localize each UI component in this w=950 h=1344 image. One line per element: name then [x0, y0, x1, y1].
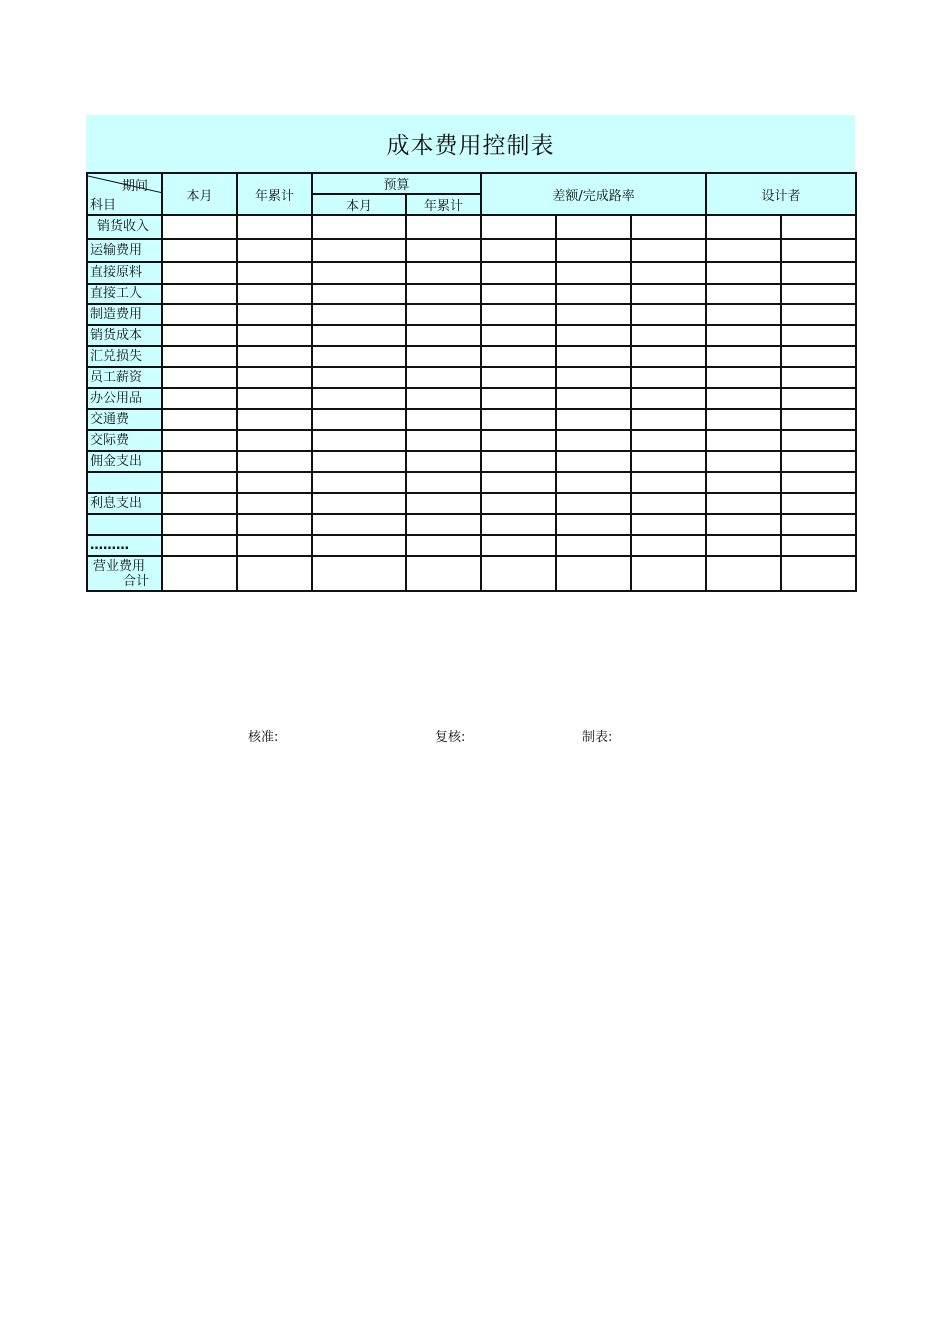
data-cell[interactable] — [631, 472, 706, 493]
table-row — [87, 284, 856, 304]
data-cell[interactable] — [406, 325, 481, 346]
data-cell[interactable] — [162, 451, 237, 472]
data-cell[interactable] — [481, 346, 556, 367]
data-cell[interactable] — [237, 514, 312, 535]
data-cell[interactable] — [162, 493, 237, 514]
data-cell[interactable] — [312, 388, 406, 409]
data-cell[interactable] — [631, 535, 706, 556]
data-cell[interactable] — [781, 284, 856, 304]
data-cell[interactable] — [481, 472, 556, 493]
data-cell[interactable] — [706, 215, 781, 239]
data-cell[interactable] — [706, 239, 781, 262]
table-row — [87, 367, 856, 388]
data-cell[interactable] — [706, 472, 781, 493]
data-cell[interactable] — [556, 325, 631, 346]
row-label: 直接工人 — [87, 284, 162, 304]
data-cell[interactable] — [162, 535, 237, 556]
data-cell[interactable] — [162, 430, 237, 451]
data-cell[interactable] — [556, 215, 631, 239]
table-row — [87, 409, 856, 430]
data-cell[interactable] — [481, 409, 556, 430]
data-cell[interactable] — [312, 451, 406, 472]
data-cell[interactable] — [237, 215, 312, 239]
data-cell[interactable] — [237, 409, 312, 430]
data-cell[interactable] — [406, 430, 481, 451]
data-cell[interactable] — [781, 304, 856, 325]
data-cell[interactable] — [481, 325, 556, 346]
data-cell[interactable] — [406, 535, 481, 556]
data-cell[interactable] — [631, 325, 706, 346]
table-row — [87, 451, 856, 472]
data-cell[interactable] — [237, 284, 312, 304]
data-cell[interactable] — [556, 451, 631, 472]
table-row — [87, 430, 856, 451]
data-cell[interactable] — [556, 304, 631, 325]
data-cell[interactable] — [237, 535, 312, 556]
data-cell[interactable] — [312, 325, 406, 346]
data-cell[interactable] — [631, 451, 706, 472]
data-cell[interactable] — [406, 215, 481, 239]
data-cell[interactable] — [481, 556, 556, 591]
data-cell[interactable] — [481, 514, 556, 535]
data-cell[interactable] — [706, 430, 781, 451]
data-cell[interactable] — [406, 239, 481, 262]
data-cell[interactable] — [706, 388, 781, 409]
data-cell[interactable] — [631, 346, 706, 367]
header-designer: 设计者 — [706, 173, 856, 215]
row-label: 交际费 — [87, 430, 162, 451]
data-cell[interactable] — [237, 451, 312, 472]
row-label: 制造费用 — [87, 304, 162, 325]
data-cell[interactable] — [162, 388, 237, 409]
row-label: 销货成本 — [87, 325, 162, 346]
data-cell[interactable] — [481, 388, 556, 409]
data-cell[interactable] — [631, 430, 706, 451]
data-cell[interactable] — [631, 409, 706, 430]
data-cell[interactable] — [556, 409, 631, 430]
data-cell[interactable] — [312, 215, 406, 239]
data-cell[interactable] — [406, 388, 481, 409]
table-row — [87, 472, 856, 493]
data-cell[interactable] — [312, 409, 406, 430]
data-cell[interactable] — [781, 409, 856, 430]
row-label: 交通费 — [87, 409, 162, 430]
data-cell[interactable] — [706, 451, 781, 472]
data-cell[interactable] — [781, 325, 856, 346]
row-label-line2: 合计 — [123, 573, 150, 589]
data-cell[interactable] — [481, 493, 556, 514]
sheet-title: 成本费用控制表 — [86, 115, 855, 172]
header-budget: 预算 — [312, 173, 481, 194]
data-cell[interactable] — [556, 535, 631, 556]
data-cell[interactable] — [481, 367, 556, 388]
data-cell[interactable] — [312, 284, 406, 304]
header-budget-ytd: 年累计 — [406, 194, 481, 215]
data-cell[interactable] — [237, 325, 312, 346]
row-label: 汇兑损失 — [87, 346, 162, 367]
table-row — [87, 535, 856, 556]
data-cell[interactable] — [781, 514, 856, 535]
row-label — [87, 514, 162, 535]
data-cell[interactable] — [162, 284, 237, 304]
data-cell[interactable] — [781, 535, 856, 556]
header-variance: 差额/完成路率 — [481, 173, 706, 215]
row-label — [87, 472, 162, 493]
table-row — [87, 215, 856, 239]
data-cell[interactable] — [237, 430, 312, 451]
data-cell[interactable] — [406, 346, 481, 367]
data-cell[interactable] — [706, 493, 781, 514]
header-ytd: 年累计 — [237, 173, 312, 215]
row-label: 直接原料 — [87, 262, 162, 284]
data-cell[interactable] — [631, 514, 706, 535]
row-label: 利息支出 — [87, 493, 162, 514]
data-cell[interactable] — [706, 535, 781, 556]
data-cell[interactable] — [706, 284, 781, 304]
data-cell[interactable] — [481, 535, 556, 556]
row-label: ……… — [87, 535, 162, 556]
data-cell[interactable] — [781, 346, 856, 367]
data-cell[interactable] — [312, 556, 406, 591]
data-cell[interactable] — [312, 367, 406, 388]
data-cell[interactable] — [237, 472, 312, 493]
data-cell[interactable] — [631, 556, 706, 591]
table-row — [87, 262, 856, 284]
data-cell[interactable] — [481, 304, 556, 325]
data-cell[interactable] — [781, 215, 856, 239]
data-cell[interactable] — [781, 493, 856, 514]
data-cell[interactable] — [162, 514, 237, 535]
data-cell[interactable] — [312, 514, 406, 535]
data-cell[interactable] — [162, 304, 237, 325]
data-cell[interactable] — [237, 346, 312, 367]
data-cell[interactable] — [162, 556, 237, 591]
data-cell[interactable] — [406, 451, 481, 472]
data-cell[interactable] — [631, 215, 706, 239]
data-cell[interactable] — [162, 472, 237, 493]
diagonal-header-cell — [87, 173, 162, 215]
data-cell[interactable] — [237, 262, 312, 284]
data-cell[interactable] — [556, 239, 631, 262]
table-row — [87, 325, 856, 346]
data-cell[interactable] — [481, 239, 556, 262]
data-cell[interactable] — [781, 451, 856, 472]
data-cell[interactable] — [706, 346, 781, 367]
data-cell[interactable] — [781, 239, 856, 262]
table-row — [87, 556, 856, 591]
data-cell[interactable] — [481, 284, 556, 304]
data-cell[interactable] — [706, 556, 781, 591]
data-cell[interactable] — [481, 451, 556, 472]
data-cell[interactable] — [631, 493, 706, 514]
data-cell[interactable] — [706, 325, 781, 346]
table-row — [87, 304, 856, 325]
data-cell[interactable] — [312, 304, 406, 325]
data-cell[interactable] — [406, 304, 481, 325]
row-label: 佣金支出 — [87, 451, 162, 472]
data-cell[interactable] — [556, 388, 631, 409]
data-cell[interactable] — [312, 239, 406, 262]
header-this-month: 本月 — [162, 173, 237, 215]
table-row — [87, 346, 856, 367]
row-label — [87, 556, 162, 591]
data-cell[interactable] — [631, 239, 706, 262]
data-cell[interactable] — [706, 514, 781, 535]
table-row — [87, 239, 856, 262]
data-cell[interactable] — [312, 262, 406, 284]
data-cell[interactable] — [556, 493, 631, 514]
data-cell[interactable] — [631, 304, 706, 325]
data-cell[interactable] — [312, 430, 406, 451]
cost-control-table — [86, 172, 857, 592]
data-cell[interactable] — [556, 367, 631, 388]
data-cell[interactable] — [312, 472, 406, 493]
header-subject: 科目 — [90, 198, 117, 213]
data-cell[interactable] — [781, 388, 856, 409]
table-row — [87, 493, 856, 514]
data-cell[interactable] — [481, 215, 556, 239]
header-period: 期间 — [121, 179, 148, 194]
data-cell[interactable] — [237, 367, 312, 388]
data-cell[interactable] — [631, 388, 706, 409]
row-label: 员工薪资 — [87, 367, 162, 388]
data-cell[interactable] — [781, 472, 856, 493]
data-cell[interactable] — [312, 346, 406, 367]
data-cell[interactable] — [631, 262, 706, 284]
row-label: 办公用品 — [87, 388, 162, 409]
footer-prepare: 制表: — [582, 730, 613, 745]
data-cell[interactable] — [162, 409, 237, 430]
data-cell[interactable] — [706, 409, 781, 430]
table-row — [87, 514, 856, 535]
data-cell[interactable] — [631, 367, 706, 388]
row-label: 运输费用 — [87, 239, 162, 262]
data-cell[interactable] — [312, 493, 406, 514]
data-cell[interactable] — [406, 262, 481, 284]
data-cell[interactable] — [556, 514, 631, 535]
header-budget-this-month: 本月 — [312, 194, 406, 215]
data-cell[interactable] — [706, 262, 781, 284]
data-cell[interactable] — [162, 262, 237, 284]
data-cell[interactable] — [162, 215, 237, 239]
data-cell[interactable] — [237, 493, 312, 514]
data-cell[interactable] — [406, 472, 481, 493]
data-cell[interactable] — [406, 493, 481, 514]
data-cell[interactable] — [781, 367, 856, 388]
data-cell[interactable] — [481, 262, 556, 284]
data-cell[interactable] — [162, 346, 237, 367]
table-row — [87, 388, 856, 409]
data-cell[interactable] — [781, 262, 856, 284]
data-cell[interactable] — [312, 535, 406, 556]
data-cell[interactable] — [631, 284, 706, 304]
data-cell[interactable] — [406, 514, 481, 535]
data-cell[interactable] — [406, 409, 481, 430]
data-cell[interactable] — [406, 367, 481, 388]
data-cell[interactable] — [162, 239, 237, 262]
data-cell[interactable] — [556, 472, 631, 493]
data-cell[interactable] — [706, 304, 781, 325]
data-cell[interactable] — [162, 325, 237, 346]
data-cell[interactable] — [706, 367, 781, 388]
data-cell[interactable] — [481, 430, 556, 451]
data-cell[interactable] — [556, 262, 631, 284]
data-cell[interactable] — [237, 556, 312, 591]
data-cell[interactable] — [556, 430, 631, 451]
footer-approve: 核准: — [248, 730, 279, 745]
row-label-line1: 营业费用 — [93, 558, 146, 574]
cost-control-sheet — [86, 115, 855, 745]
data-cell[interactable] — [781, 556, 856, 591]
data-cell[interactable] — [406, 556, 481, 591]
data-cell[interactable] — [556, 556, 631, 591]
data-cell[interactable] — [237, 388, 312, 409]
data-cell[interactable] — [556, 346, 631, 367]
data-cell[interactable] — [406, 284, 481, 304]
data-cell[interactable] — [781, 430, 856, 451]
footer-review: 复核: — [435, 730, 466, 745]
data-cell[interactable] — [162, 367, 237, 388]
data-cell[interactable] — [237, 239, 312, 262]
data-cell[interactable] — [556, 284, 631, 304]
row-label: 销货收入 — [87, 215, 162, 239]
data-cell[interactable] — [237, 304, 312, 325]
